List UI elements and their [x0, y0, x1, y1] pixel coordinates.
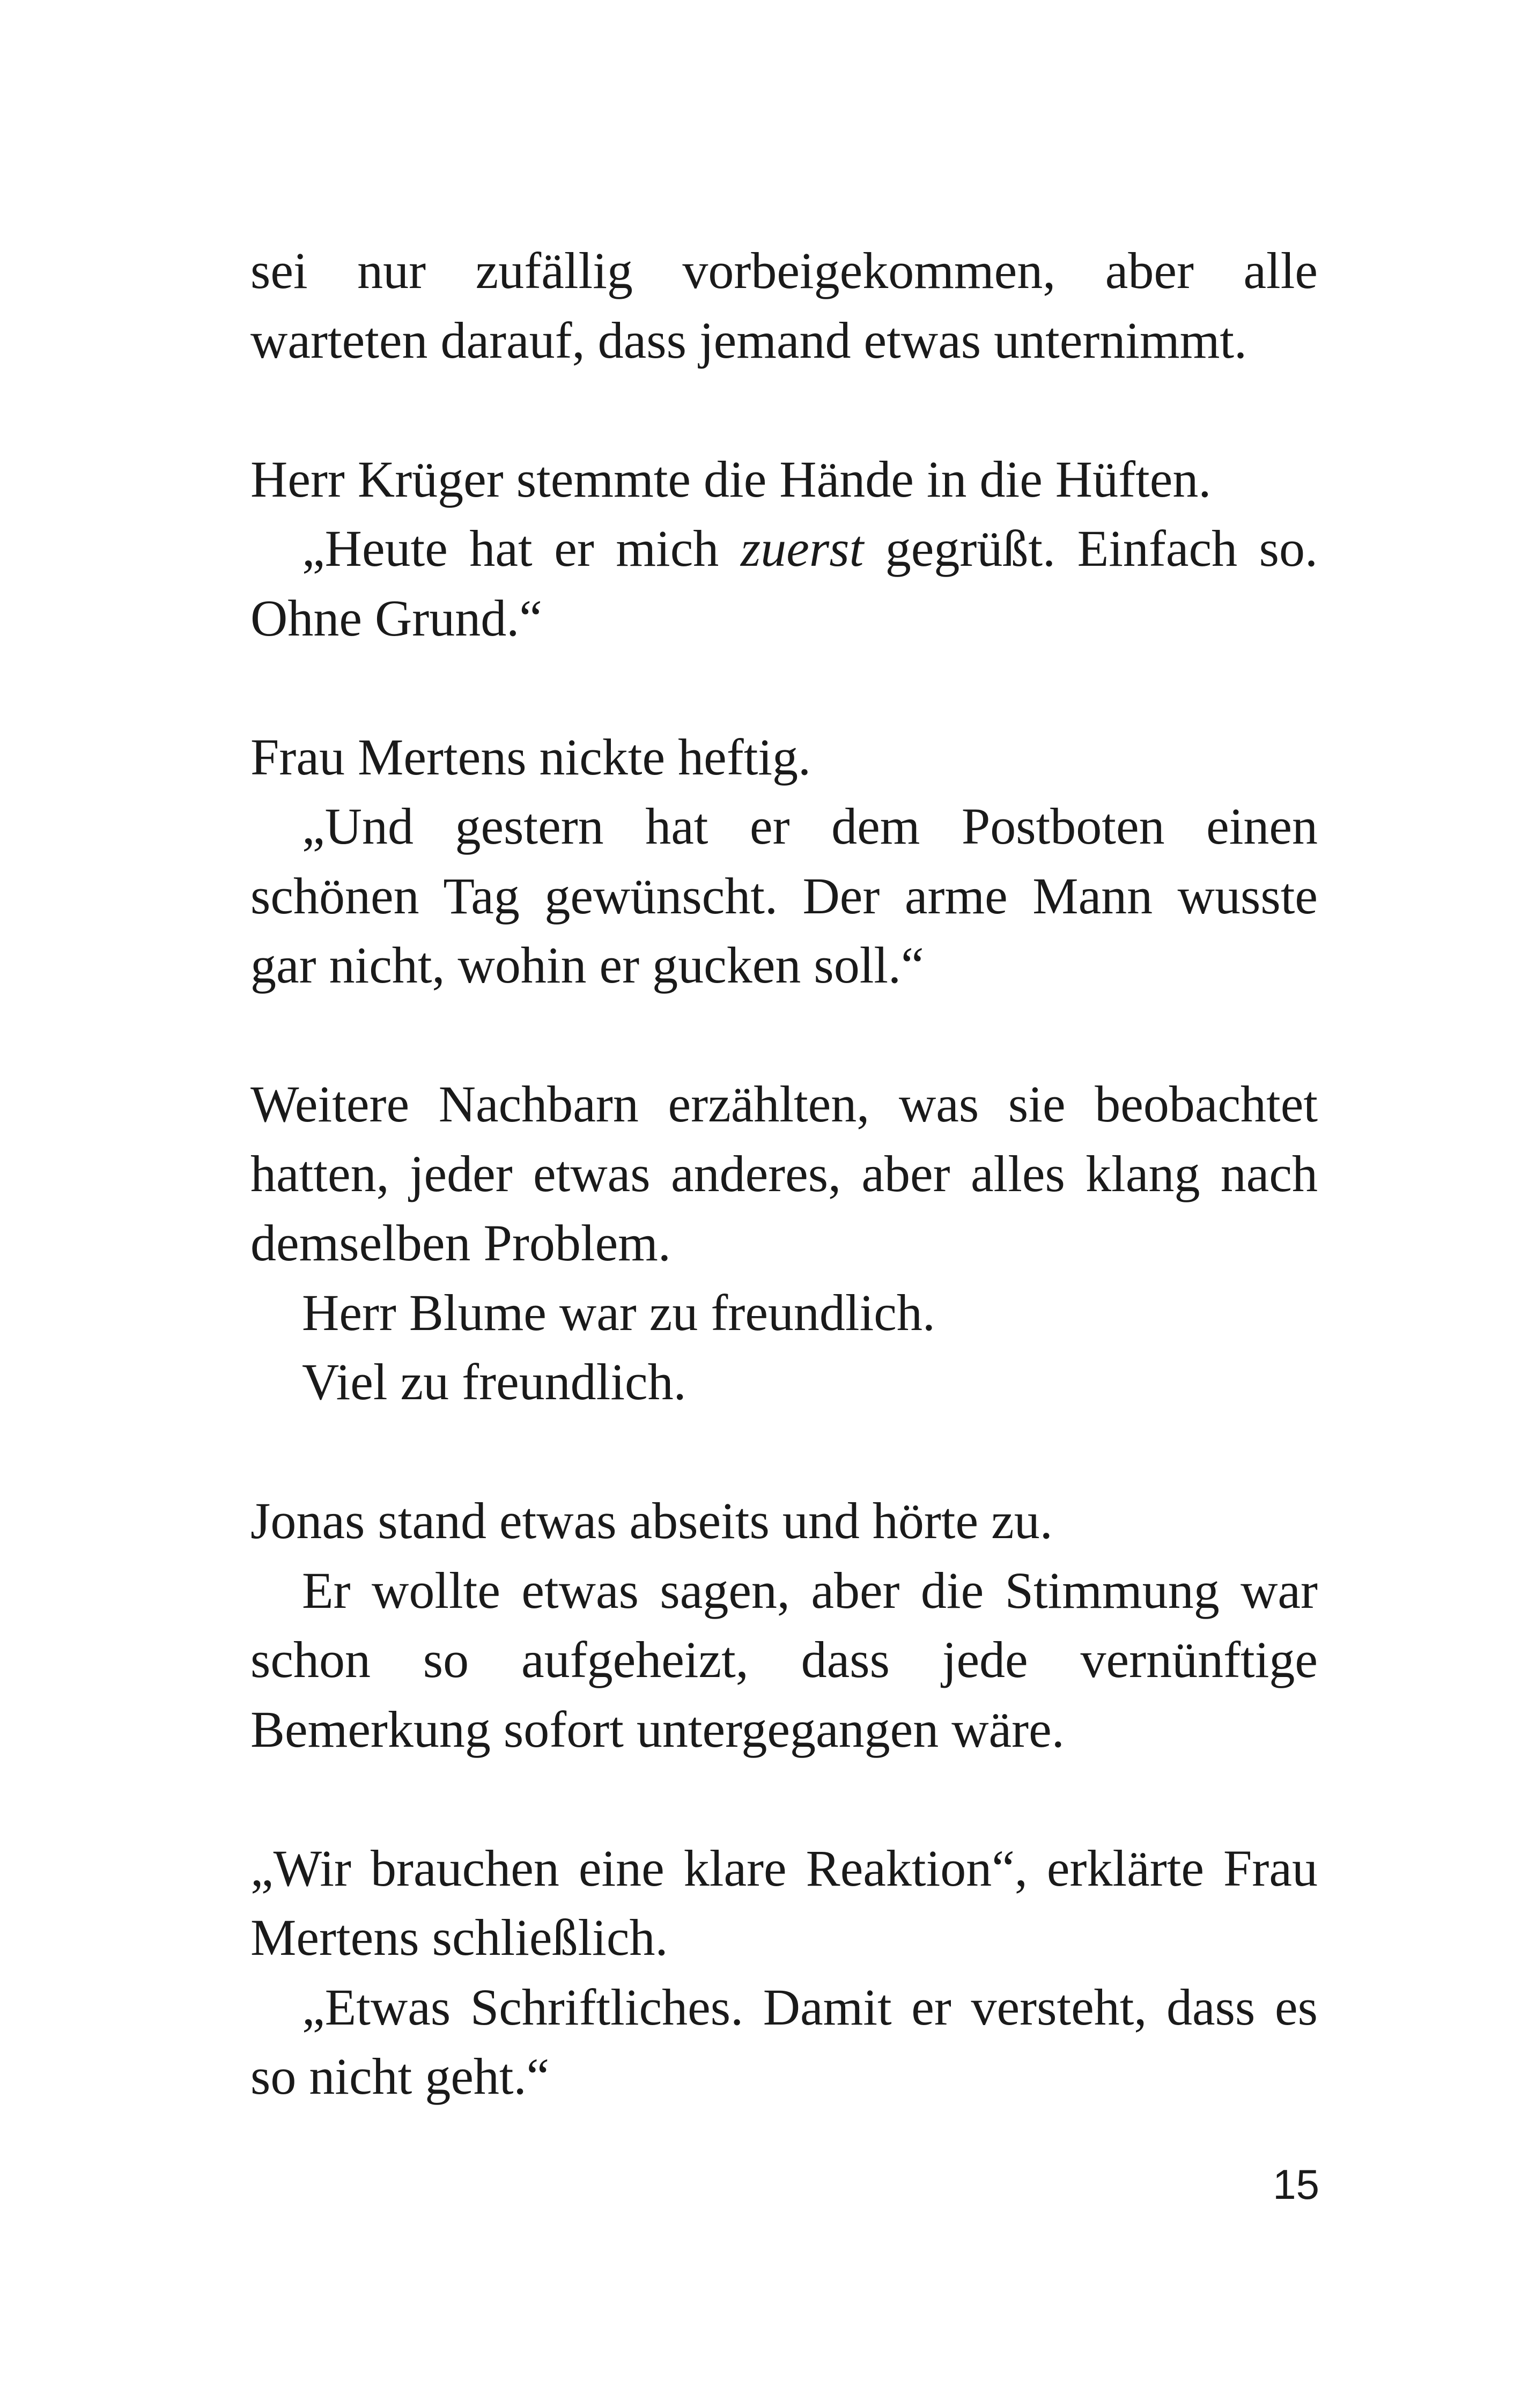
paragraph-neighbours: Weitere Nachbarn erzählten, was sie beobachtet hatten, jeder etwas anderes, aber alles klang nach demselben Problem.: [250, 1075, 1318, 1272]
paragraph-mertens-reaction: „Wir brauchen eine klare Reaktion“, erklärte Frau Mertens schließlich.: [250, 1839, 1318, 1966]
paragraph-jonas: Jonas stand etwas abseits und hörte zu.: [250, 1492, 1053, 1549]
paragraph-krueger-quote: [250, 514, 1318, 653]
quote-start: „Heute hat er mich: [302, 520, 719, 577]
paragraph-mertens-written: „Etwas Schriftliches. Damit er versteht, dass es so nicht geht.“: [250, 1978, 1318, 2105]
paragraph-mertens-quote: „Und gestern hat er dem Postboten einen schönen Tag gewünscht. Der arme Mann wusste gar nicht, wohin er gucken soll.“: [250, 797, 1318, 994]
page-number: 15: [1273, 2161, 1319, 2208]
paragraph-blume-friendly: Herr Blume war zu freundlich.: [302, 1283, 935, 1341]
paragraph-krueger-action: Herr Krüger stemmte die Hände in die Hüften.: [250, 450, 1212, 508]
emphasis-zuerst: zuerst: [740, 520, 864, 577]
paragraph-too-friendly: Viel zu freundlich.: [302, 1353, 686, 1410]
paragraph-jonas-thought: Er wollte etwas sagen, aber die Stimmung war schon so aufgeheizt, dass jede vernünftige Bemerkung sofort untergegangen wäre.: [250, 1561, 1318, 1758]
paragraph-mertens-nod: Frau Mertens nickte heftig.: [250, 728, 811, 786]
body-text: [250, 236, 1318, 2111]
quote-end: gegrüßt. Einfach so. Ohne Grund.“: [250, 520, 1318, 647]
paragraph-continuation: sei nur zufällig vorbeigekommen, aber alle warteten darauf, dass jemand etwas unternimmt.: [250, 242, 1318, 369]
